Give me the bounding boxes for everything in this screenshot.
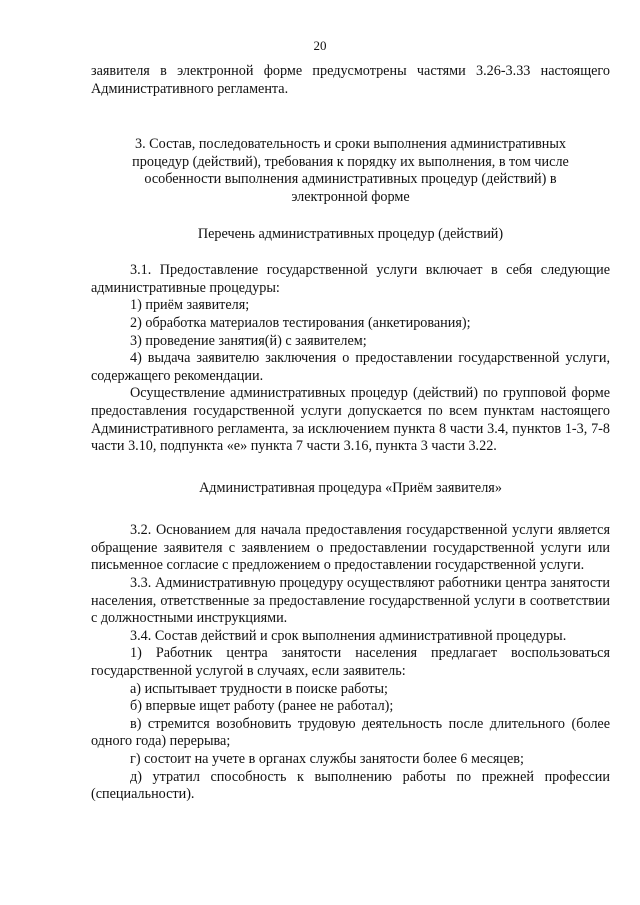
paragraph-group-form: Осуществление административных процедур (действий) по групповой форме предоставления государственной услуги допускается по всем пунктам настоящего Административного регламента, за исключением пункта 8 части 3.4, пунктов 1-3, 7-8 части 3.10, подпункта «е» пункта 7 части 3.16, пункта 3 части 3.22. — [91, 385, 610, 455]
section-heading-line: особенности выполнения административных процедур (действий) в — [144, 171, 557, 188]
paragraph-3-3: 3.3. Административную процедуру осуществляют работники центра занятости населения, ответственные за предоставление государственной услуги в соответствии с должностными инструкциями. — [91, 575, 610, 627]
intro-paragraph: заявителя в электронной форме предусмотрены частями 3.26-3.33 настоящего Административного регламента. — [91, 63, 610, 97]
paragraph-3-4-1: 1) Работник центра занятости населения предлагает воспользоваться государственной услугой в случаях, если заявитель: — [91, 645, 610, 680]
page-number: 20 — [313, 38, 327, 53]
paragraph-3-1: 3.1. Предоставление государственной услуги включает в себя следующие административные процедуры: — [91, 262, 610, 296]
case-item: б) впервые ищет работу (ранее не работал); — [130, 698, 394, 715]
section-heading-line: 3. Состав, последовательность и сроки выполнения административных — [134, 136, 567, 153]
section-heading — [91, 136, 610, 206]
paragraph-3-4: 3.4. Состав действий и срок выполнения административной процедуры. — [130, 627, 567, 644]
document-body — [91, 63, 610, 804]
section-heading-line: электронной форме — [291, 188, 410, 205]
subheading-procedures-list: Перечень административных процедур (действий) — [197, 225, 504, 242]
case-item: г) состоит на учете в органах службы занятости более 6 месяцев; — [130, 751, 524, 767]
procedure-item: 2) обработка материалов тестирования (анкетирования); — [130, 314, 471, 331]
case-item: д) утратил способность к выполнению работы по прежней профессии (специальности). — [91, 768, 610, 803]
case-item: в) стремится возобновить трудовую деятельность после длительного (более одного года) перерыва; — [91, 715, 610, 750]
procedure-item: 3) проведение занятия(й) с заявителем; — [130, 332, 367, 349]
subheading-reception: Административная процедура «Приём заявителя» — [199, 479, 502, 496]
procedure-item: 4) выдача заявителю заключения о предоставлении государственной услуги, содержащего рекомендации. — [91, 350, 610, 384]
procedure-item: 1) приём заявителя; — [130, 297, 250, 314]
section-heading-line: процедур (действий), требования к порядку их выполнения, в том числе — [132, 153, 569, 170]
paragraph-3-2: 3.2. Основанием для начала предоставления государственной услуги является обращение заявителя с заявлением о предоставлении государственной услуги или письменное согласие с предложением о предоставлении государственной услуги. — [91, 522, 610, 574]
case-item: а) испытывает трудности в поиске работы; — [130, 680, 388, 697]
